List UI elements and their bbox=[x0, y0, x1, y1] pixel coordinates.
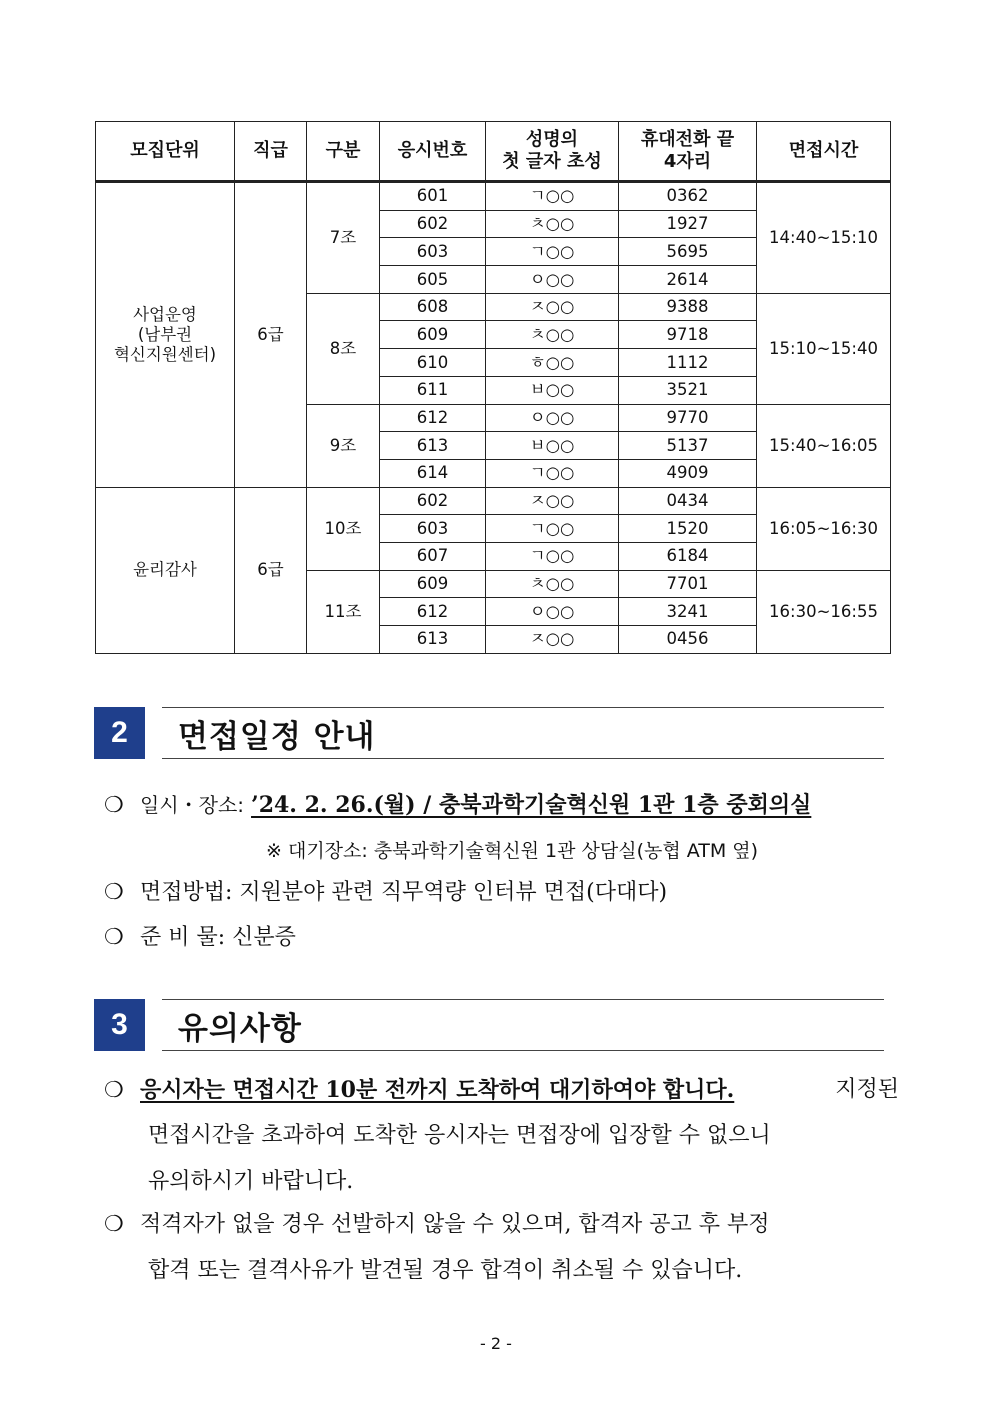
initial-cell: ㅈ○○ bbox=[486, 626, 619, 654]
notice-text: 합격 또는 결격사유가 발견될 경우 합격이 취소될 수 있습니다. bbox=[148, 1258, 743, 1283]
time-cell: 16:05~16:30 bbox=[757, 487, 891, 570]
group-cell: 10조 bbox=[307, 487, 380, 570]
section-2-heading bbox=[94, 707, 884, 759]
initial-cell: ㅈ○○ bbox=[486, 293, 619, 321]
bullet-icon: ❍ bbox=[104, 925, 124, 950]
time-cell: 14:40~15:10 bbox=[757, 182, 891, 294]
exam-no-cell: 609 bbox=[380, 570, 486, 598]
initial-cell: ㅂ○○ bbox=[486, 376, 619, 404]
phone-cell: 3521 bbox=[619, 376, 757, 404]
page-number: - 2 - bbox=[480, 1334, 512, 1353]
initial-cell: ㅎ○○ bbox=[486, 349, 619, 377]
table-header-row bbox=[96, 122, 891, 182]
initial-cell: ㅊ○○ bbox=[486, 210, 619, 238]
method-text: 면접방법: 지원분야 관련 직무역량 인터뷰 면접(다대다) bbox=[140, 880, 668, 905]
phone-cell: 6184 bbox=[619, 542, 757, 570]
exam-no-cell: 610 bbox=[380, 349, 486, 377]
header-phone: 휴대전화 끝 4자리 bbox=[619, 122, 757, 182]
exam-no-cell: 613 bbox=[380, 626, 486, 654]
bullet-icon: ❍ bbox=[104, 793, 124, 818]
table-row bbox=[96, 182, 891, 211]
unit-cell: 사업운영 (남부권 혁신지원센터) bbox=[96, 182, 235, 488]
initial-cell: ㄱ○○ bbox=[486, 542, 619, 570]
exam-no-cell: 608 bbox=[380, 293, 486, 321]
initial-cell: ㄱ○○ bbox=[486, 459, 619, 487]
method-line bbox=[104, 875, 667, 906]
notice-text: 적격자가 없을 경우 선발하지 않을 수 있으며, 합격자 공고 후 부정 bbox=[140, 1212, 770, 1237]
divider bbox=[162, 1050, 884, 1051]
notice-text: 면접시간을 초과하여 도착한 응시자는 면접장에 입장할 수 없으니 bbox=[148, 1123, 771, 1148]
header-group: 구분 bbox=[307, 122, 380, 182]
phone-cell: 1927 bbox=[619, 210, 757, 238]
items-line bbox=[104, 920, 296, 951]
notice-text: 유의하시기 바랍니다. bbox=[148, 1169, 354, 1194]
phone-cell: 0456 bbox=[619, 626, 757, 654]
initial-cell: ㄱ○○ bbox=[486, 182, 619, 211]
header-time: 면접시간 bbox=[757, 122, 891, 182]
header-grade: 직급 bbox=[235, 122, 307, 182]
initial-cell: ㅊ○○ bbox=[486, 321, 619, 349]
unit-cell: 윤리감사 bbox=[96, 487, 235, 653]
time-cell: 15:40~16:05 bbox=[757, 404, 891, 487]
exam-no-cell: 612 bbox=[380, 404, 486, 432]
header-exam-no: 응시번호 bbox=[380, 122, 486, 182]
notice-paragraph-2 bbox=[104, 1202, 899, 1294]
time-cell: 16:30~16:55 bbox=[757, 570, 891, 653]
bullet-icon: ❍ bbox=[104, 1212, 124, 1237]
initial-cell: ㄱ○○ bbox=[486, 238, 619, 266]
section-3-heading bbox=[94, 999, 884, 1051]
datetime-label: 일시・장소: bbox=[140, 793, 245, 817]
notice-paragraph-1 bbox=[104, 1067, 899, 1205]
initial-cell: ㅂ○○ bbox=[486, 432, 619, 460]
section-number: 3 bbox=[94, 999, 145, 1051]
items-value: 신분증 bbox=[232, 925, 296, 950]
initial-cell: ㅇ○○ bbox=[486, 598, 619, 626]
phone-cell: 3241 bbox=[619, 598, 757, 626]
phone-cell: 7701 bbox=[619, 570, 757, 598]
phone-cell: 9388 bbox=[619, 293, 757, 321]
notice-emphasis: 응시자는 면접시간 10분 전까지 도착하여 대기하여야 합니다. bbox=[140, 1077, 735, 1103]
exam-no-cell: 602 bbox=[380, 210, 486, 238]
phone-cell: 0362 bbox=[619, 182, 757, 211]
phone-cell: 5695 bbox=[619, 238, 757, 266]
phone-cell: 9770 bbox=[619, 404, 757, 432]
exam-no-cell: 605 bbox=[380, 266, 486, 294]
phone-cell: 4909 bbox=[619, 459, 757, 487]
initial-cell: ㅇ○○ bbox=[486, 404, 619, 432]
initial-cell: ㅊ○○ bbox=[486, 570, 619, 598]
section-title: 유의사항 bbox=[178, 1010, 302, 1047]
grade-cell: 6급 bbox=[235, 182, 307, 488]
exam-no-cell: 609 bbox=[380, 321, 486, 349]
items-label: 준 비 물: bbox=[140, 925, 226, 950]
exam-no-cell: 602 bbox=[380, 487, 486, 515]
group-cell: 7조 bbox=[307, 182, 380, 294]
exam-no-cell: 603 bbox=[380, 238, 486, 266]
exam-no-cell: 601 bbox=[380, 182, 486, 211]
initial-cell: ㅈ○○ bbox=[486, 487, 619, 515]
section-title: 면접일정 안내 bbox=[178, 718, 376, 755]
datetime-value: ’24. 2. 26.(월) / 충북과학기술혁신원 1관 1층 중회의실 bbox=[251, 792, 812, 818]
section-number: 2 bbox=[94, 707, 145, 759]
exam-no-cell: 611 bbox=[380, 376, 486, 404]
phone-cell: 5137 bbox=[619, 432, 757, 460]
exam-no-cell: 603 bbox=[380, 515, 486, 543]
divider bbox=[162, 758, 884, 759]
phone-cell: 0434 bbox=[619, 487, 757, 515]
header-initial: 성명의 첫 글자 초성 bbox=[486, 122, 619, 182]
phone-cell: 1112 bbox=[619, 349, 757, 377]
time-cell: 15:10~15:40 bbox=[757, 293, 891, 404]
group-cell: 8조 bbox=[307, 293, 380, 404]
header-unit: 모집단위 bbox=[96, 122, 235, 182]
exam-no-cell: 612 bbox=[380, 598, 486, 626]
initial-cell: ㅇ○○ bbox=[486, 266, 619, 294]
grade-cell: 6급 bbox=[235, 487, 307, 653]
exam-no-cell: 614 bbox=[380, 459, 486, 487]
initial-cell: ㄱ○○ bbox=[486, 515, 619, 543]
phone-cell: 2614 bbox=[619, 266, 757, 294]
phone-cell: 1520 bbox=[619, 515, 757, 543]
bullet-icon: ❍ bbox=[104, 880, 124, 905]
group-cell: 9조 bbox=[307, 404, 380, 487]
bullet-icon: ❍ bbox=[104, 1078, 124, 1103]
datetime-line bbox=[104, 788, 811, 819]
waiting-place-note: ※ 대기장소: 충북과학기술혁신원 1관 상담실(농협 ATM 옆) bbox=[266, 840, 759, 862]
exam-no-cell: 613 bbox=[380, 432, 486, 460]
notice-text: 지정된 bbox=[835, 1077, 899, 1102]
phone-cell: 9718 bbox=[619, 321, 757, 349]
table-row bbox=[96, 487, 891, 515]
exam-no-cell: 607 bbox=[380, 542, 486, 570]
group-cell: 11조 bbox=[307, 570, 380, 653]
interview-schedule-table bbox=[95, 121, 891, 654]
